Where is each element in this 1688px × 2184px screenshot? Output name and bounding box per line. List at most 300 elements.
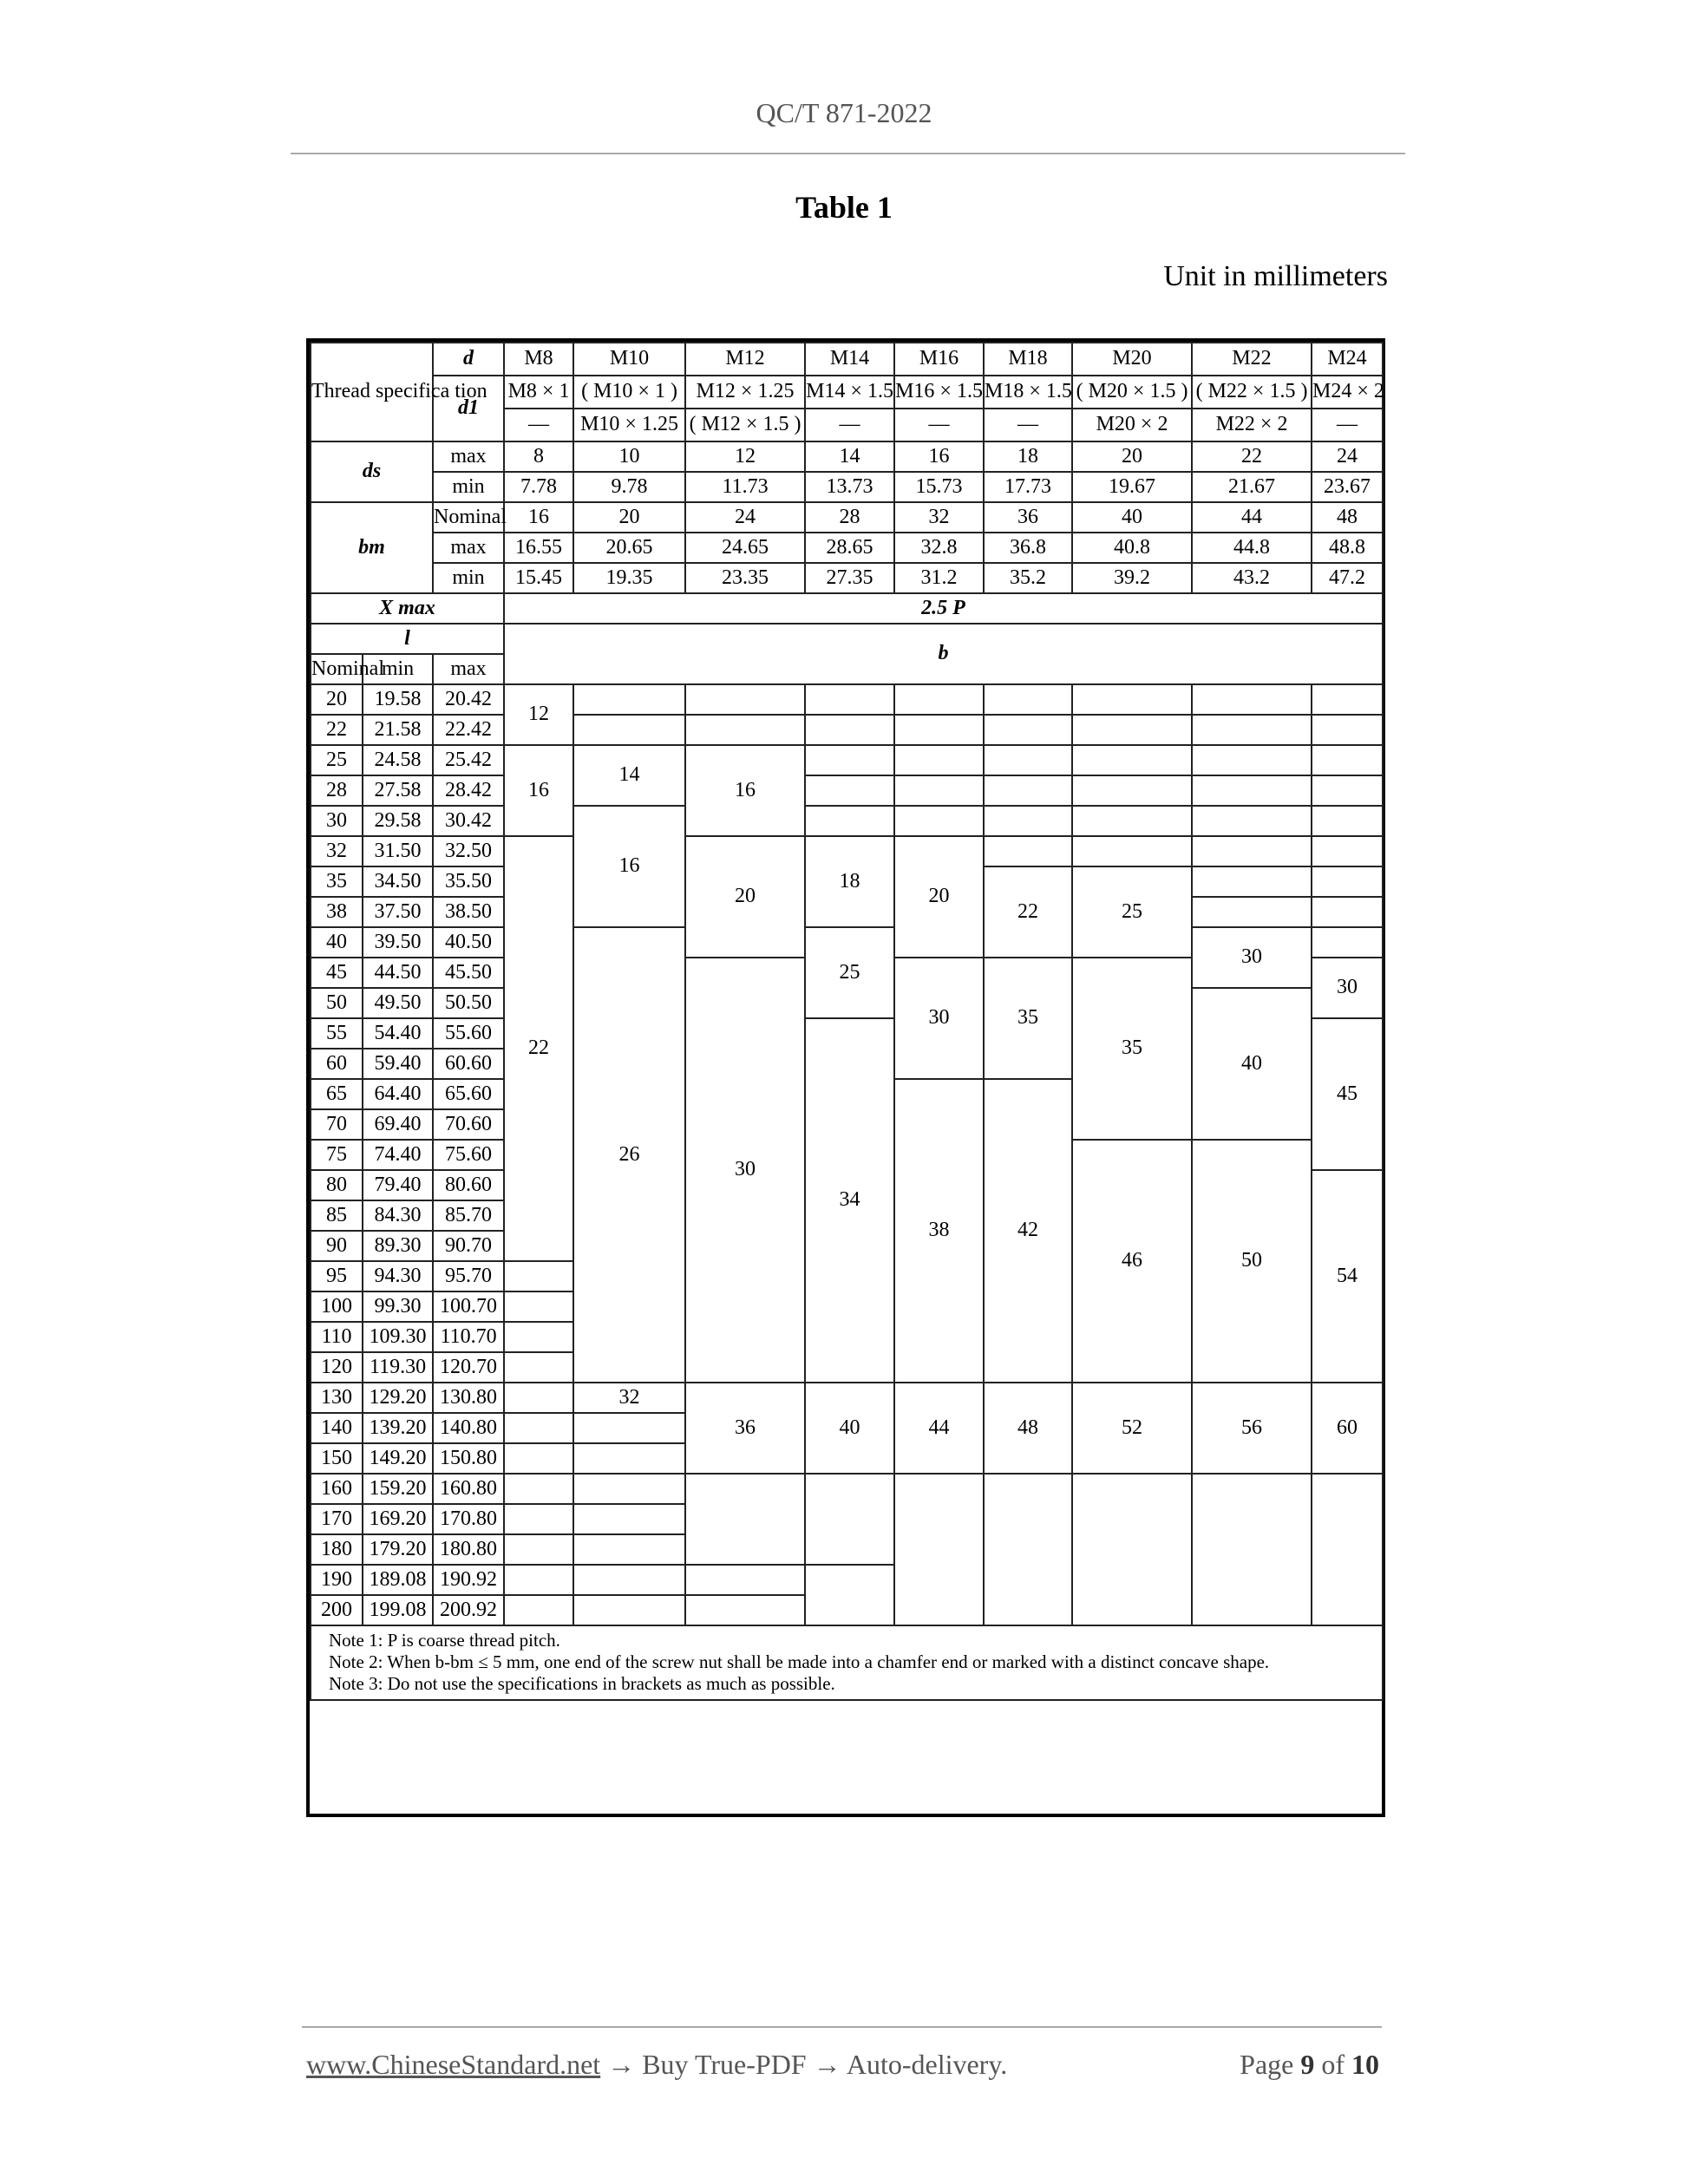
l-max-cell: 50.50 (433, 988, 504, 1018)
b-value-cell (805, 1474, 894, 1565)
b-value-cell (1072, 745, 1192, 775)
l-min-cell: 139.20 (363, 1413, 433, 1443)
l-max-cell: 85.70 (433, 1200, 504, 1231)
page-label: Page (1240, 2049, 1294, 2080)
b-value-cell: 36 (685, 1383, 805, 1474)
d1-cell: M18 × 1.5 (984, 376, 1072, 409)
d1-cell: — (1312, 409, 1383, 441)
l-max-cell: 95.70 (433, 1261, 504, 1291)
b-value-cell (685, 1565, 805, 1595)
l-min-cell: 37.50 (363, 897, 433, 927)
b-value-cell (1192, 836, 1312, 866)
l-max-cell: 55.60 (433, 1018, 504, 1049)
b-value-cell: 44 (894, 1383, 984, 1474)
l-max-label: max (433, 654, 504, 684)
b-value-cell (1072, 836, 1192, 866)
l-min-cell: 39.50 (363, 927, 433, 958)
l-nominal-cell: 90 (311, 1231, 363, 1261)
l-max-cell: 180.80 (433, 1534, 504, 1565)
b-value-cell (504, 1595, 573, 1625)
l-min-cell: 49.50 (363, 988, 433, 1018)
note-1: Note 1: P is coarse thread pitch. (329, 1630, 560, 1651)
b-value-cell (1312, 836, 1383, 866)
l-nominal-cell: 30 (311, 806, 363, 836)
b-value-cell (1312, 715, 1383, 745)
b-value-cell: 38 (894, 1079, 984, 1383)
l-min-cell: 199.08 (363, 1595, 433, 1625)
b-value-cell (1072, 1474, 1192, 1625)
size-cell: M20 (1072, 343, 1192, 376)
bm-min-cell: 27.35 (805, 563, 894, 593)
l-nominal-cell: 110 (311, 1322, 363, 1352)
b-value-cell (504, 1352, 573, 1383)
l-label: l (311, 624, 504, 654)
l-nominal-cell: 95 (311, 1261, 363, 1291)
ds-min-cell: 23.67 (1312, 472, 1383, 502)
l-max-cell: 28.42 (433, 775, 504, 806)
l-max-cell: 65.60 (433, 1079, 504, 1109)
b-value-cell (573, 1565, 685, 1595)
b-value-cell (573, 1595, 685, 1625)
b-value-cell (894, 684, 984, 715)
ds-max-cell: 14 (805, 441, 894, 472)
b-value-cell: 25 (805, 927, 894, 1018)
bm-min-cell: 43.2 (1192, 563, 1312, 593)
l-nominal-cell: 28 (311, 775, 363, 806)
b-value-cell (504, 1504, 573, 1534)
l-nominal-cell: 55 (311, 1018, 363, 1049)
b-value-cell (805, 775, 894, 806)
header-divider (291, 153, 1405, 154)
l-max-cell: 70.60 (433, 1109, 504, 1140)
b-value-cell: 60 (1312, 1383, 1383, 1474)
bm-nominal-cell: 48 (1312, 502, 1383, 533)
b-value-cell (1072, 684, 1192, 715)
ds-min-cell: 21.67 (1192, 472, 1312, 502)
l-row (311, 1474, 1383, 1504)
l-nominal-cell: 45 (311, 958, 363, 988)
d1-cell: ( M22 × 1.5 ) (1192, 376, 1312, 409)
b-value-cell (894, 715, 984, 745)
bm-min-cell: 23.35 (685, 563, 805, 593)
l-max-cell: 150.80 (433, 1443, 504, 1474)
b-value-cell (1192, 715, 1312, 745)
bm-max-cell: 36.8 (984, 533, 1072, 563)
ds-min-cell: 13.73 (805, 472, 894, 502)
b-value-cell: 46 (1072, 1140, 1192, 1383)
l-max-cell: 110.70 (433, 1322, 504, 1352)
l-nominal-cell: 25 (311, 745, 363, 775)
l-min-cell: 27.58 (363, 775, 433, 806)
ds-min-cell: 17.73 (984, 472, 1072, 502)
b-value-cell (984, 745, 1072, 775)
bm-nominal-cell: 20 (573, 502, 685, 533)
l-row (311, 927, 1383, 958)
l-min-cell: 19.58 (363, 684, 433, 715)
l-nominal-cell: 100 (311, 1291, 363, 1322)
l-min-cell: 31.50 (363, 836, 433, 866)
ds-min-cell: 9.78 (573, 472, 685, 502)
ds-min-cell: 11.73 (685, 472, 805, 502)
b-value-cell: 50 (1192, 1140, 1312, 1383)
l-max-cell: 190.92 (433, 1565, 504, 1595)
b-value-cell (805, 715, 894, 745)
ds-label: ds (311, 441, 433, 502)
b-value-cell (1312, 806, 1383, 836)
b-value-cell: 34 (805, 1018, 894, 1383)
b-value-cell (685, 684, 805, 715)
l-min-cell: 44.50 (363, 958, 433, 988)
size-cell: M10 (573, 343, 685, 376)
b-value-cell: 40 (1192, 988, 1312, 1140)
b-value-cell: 56 (1192, 1383, 1312, 1474)
l-min-cell: 84.30 (363, 1200, 433, 1231)
l-nominal-cell: 40 (311, 927, 363, 958)
d1-cell: ( M10 × 1 ) (573, 376, 685, 409)
l-max-cell: 200.92 (433, 1595, 504, 1625)
unit-note: Unit in millimeters (1163, 260, 1388, 292)
l-min-label: min (363, 654, 433, 684)
l-min-cell: 24.58 (363, 745, 433, 775)
l-row (311, 1383, 1383, 1413)
ds-max-cell: 16 (894, 441, 984, 472)
b-value-cell: 30 (1312, 958, 1383, 1018)
b-value-cell (573, 1534, 685, 1565)
l-min-cell: 34.50 (363, 866, 433, 897)
ds-max-cell: 10 (573, 441, 685, 472)
l-row (311, 684, 1383, 715)
b-value-cell (805, 745, 894, 775)
l-max-cell: 20.42 (433, 684, 504, 715)
b-value-cell (504, 1443, 573, 1474)
ds-max-cell: 20 (1072, 441, 1192, 472)
d1-cell: M20 × 2 (1072, 409, 1192, 441)
l-nominal-cell: 22 (311, 715, 363, 745)
l-min-cell: 99.30 (363, 1291, 433, 1322)
b-value-cell (1312, 775, 1383, 806)
b-value-cell: 30 (685, 958, 805, 1383)
d1-cell: M14 × 1.5 (805, 376, 894, 409)
ds-max-cell: 22 (1192, 441, 1312, 472)
size-cell: M24 (1312, 343, 1383, 376)
b-value-cell (984, 775, 1072, 806)
b-value-cell (894, 1474, 984, 1625)
bm-min-cell: 15.45 (504, 563, 573, 593)
l-nominal-cell: 65 (311, 1079, 363, 1109)
b-value-cell (504, 1534, 573, 1565)
d1-cell: M12 × 1.25 (685, 376, 805, 409)
b-value-cell: 25 (1072, 866, 1192, 958)
l-min-cell: 74.40 (363, 1140, 433, 1170)
size-cell: M14 (805, 343, 894, 376)
specification-table (306, 338, 1385, 1817)
footer-divider (302, 2026, 1382, 2028)
b-value-cell: 30 (894, 958, 984, 1079)
ds-max-cell: 8 (504, 441, 573, 472)
x-max-label: X max (311, 593, 504, 624)
l-nominal-cell: 150 (311, 1443, 363, 1474)
l-max-cell: 40.50 (433, 927, 504, 958)
b-value-cell (1072, 806, 1192, 836)
l-min-cell: 69.40 (363, 1109, 433, 1140)
ds-min-cell: 7.78 (504, 472, 573, 502)
x-max-value: 2.5 P (504, 593, 1383, 624)
b-value-cell (1192, 745, 1312, 775)
d1-cell: M24 × 2 (1312, 376, 1383, 409)
b-value-cell (504, 1474, 573, 1504)
min-label: min (433, 563, 504, 593)
b-value-cell: 18 (805, 836, 894, 927)
l-max-cell: 80.60 (433, 1170, 504, 1200)
b-value-cell (1312, 927, 1383, 958)
b-value-cell (504, 1322, 573, 1352)
d1-cell: — (504, 409, 573, 441)
page-indicator (1206, 2049, 1379, 2081)
size-cell: M22 (1192, 343, 1312, 376)
l-min-cell: 64.40 (363, 1079, 433, 1109)
l-max-cell: 25.42 (433, 745, 504, 775)
l-min-cell: 149.20 (363, 1443, 433, 1474)
b-value-cell (1312, 745, 1383, 775)
b-value-cell: 12 (504, 684, 573, 745)
d1-cell: M10 × 1.25 (573, 409, 685, 441)
l-nominal-cell: 160 (311, 1474, 363, 1504)
d1-cell: ( M12 × 1.5 ) (685, 409, 805, 441)
l-min-cell: 79.40 (363, 1170, 433, 1200)
bm-max-cell: 32.8 (894, 533, 984, 563)
l-nominal-cell: 180 (311, 1534, 363, 1565)
d1-label: d1 (433, 376, 504, 441)
bm-min-cell: 19.35 (573, 563, 685, 593)
b-value-cell: 52 (1072, 1383, 1192, 1474)
table-notes (311, 1625, 1383, 1700)
b-value-cell: 35 (984, 958, 1072, 1079)
l-min-cell: 89.30 (363, 1231, 433, 1261)
size-cell: M16 (894, 343, 984, 376)
bm-label: bm (311, 502, 433, 593)
b-value-cell: 16 (573, 806, 685, 927)
bm-min-cell: 39.2 (1072, 563, 1192, 593)
l-max-cell: 45.50 (433, 958, 504, 988)
bm-nominal-cell: 40 (1072, 502, 1192, 533)
footer-promo-text: → Buy True-PDF → Auto-delivery. (600, 2049, 1008, 2080)
b-value-cell: 22 (504, 836, 573, 1261)
l-nominal-cell: 80 (311, 1170, 363, 1200)
b-value-cell: 16 (504, 745, 573, 836)
l-max-cell: 38.50 (433, 897, 504, 927)
l-nominal-cell: 85 (311, 1200, 363, 1231)
b-value-cell (573, 1504, 685, 1534)
max-label: max (433, 533, 504, 563)
b-value-cell (805, 684, 894, 715)
l-nominal-cell: 20 (311, 684, 363, 715)
ds-min-cell: 15.73 (894, 472, 984, 502)
l-nominal-cell: 75 (311, 1140, 363, 1170)
d1-cell: M16 × 1.5 (894, 376, 984, 409)
l-min-cell: 59.40 (363, 1049, 433, 1079)
bm-nominal-cell: 24 (685, 502, 805, 533)
b-value-cell (573, 684, 685, 715)
l-max-cell: 30.42 (433, 806, 504, 836)
b-value-cell (894, 745, 984, 775)
d-label: d (433, 343, 504, 376)
b-value-cell (984, 836, 1072, 866)
l-max-cell: 75.60 (433, 1140, 504, 1170)
b-value-cell (805, 806, 894, 836)
nominal-label: Nominal (433, 502, 504, 533)
l-nominal-cell: 35 (311, 866, 363, 897)
bm-nominal-cell: 16 (504, 502, 573, 533)
b-value-cell (1192, 897, 1312, 927)
l-max-cell: 170.80 (433, 1504, 504, 1534)
d1-cell: ( M20 × 1.5 ) (1072, 376, 1192, 409)
l-nominal-cell: 32 (311, 836, 363, 866)
l-max-cell: 130.80 (433, 1383, 504, 1413)
l-min-cell: 169.20 (363, 1504, 433, 1534)
l-row (311, 715, 1383, 745)
size-cell: M8 (504, 343, 573, 376)
l-min-cell: 189.08 (363, 1565, 433, 1595)
ds-max-cell: 18 (984, 441, 1072, 472)
b-value-cell (1072, 715, 1192, 745)
b-value-cell (1192, 806, 1312, 836)
d1-cell: — (894, 409, 984, 441)
b-value-cell: 45 (1312, 1018, 1383, 1170)
l-nominal-label: Nominal (311, 654, 363, 684)
ds-max-cell: 24 (1312, 441, 1383, 472)
footer-promo (306, 2049, 1007, 2081)
bm-nominal-cell: 32 (894, 502, 984, 533)
bm-nominal-cell: 36 (984, 502, 1072, 533)
l-min-cell: 179.20 (363, 1534, 433, 1565)
b-value-cell (984, 1474, 1072, 1625)
l-nominal-cell: 170 (311, 1504, 363, 1534)
bm-max-cell: 20.65 (573, 533, 685, 563)
b-value-cell (984, 684, 1072, 715)
l-min-cell: 119.30 (363, 1352, 433, 1383)
b-value-cell (984, 715, 1072, 745)
l-max-cell: 32.50 (433, 836, 504, 866)
min-label: min (433, 472, 504, 502)
l-nominal-cell: 140 (311, 1413, 363, 1443)
thread-spec-label: Thread specifica tion (311, 343, 433, 441)
b-value-cell (504, 1291, 573, 1322)
b-value-cell: 40 (805, 1383, 894, 1474)
bm-max-cell: 16.55 (504, 533, 573, 563)
b-value-cell (1192, 775, 1312, 806)
l-min-cell: 21.58 (363, 715, 433, 745)
b-label: b (504, 624, 1383, 684)
b-value-cell (685, 1474, 805, 1565)
bm-min-cell: 31.2 (894, 563, 984, 593)
b-value-cell (805, 1565, 894, 1625)
b-value-cell (894, 806, 984, 836)
b-value-cell: 32 (573, 1383, 685, 1413)
b-value-cell: 42 (984, 1079, 1072, 1383)
bm-min-cell: 35.2 (984, 563, 1072, 593)
l-max-cell: 120.70 (433, 1352, 504, 1383)
b-value-cell (685, 1595, 805, 1625)
l-max-cell: 60.60 (433, 1049, 504, 1079)
b-value-cell (1192, 684, 1312, 715)
l-max-cell: 140.80 (433, 1413, 504, 1443)
bm-nominal-cell: 28 (805, 502, 894, 533)
b-value-cell (1192, 1474, 1312, 1625)
website-link[interactable]: www.ChineseStandard.net (306, 2049, 601, 2080)
l-nominal-cell: 130 (311, 1383, 363, 1413)
d1-cell: M22 × 2 (1192, 409, 1312, 441)
l-min-cell: 94.30 (363, 1261, 433, 1291)
size-cell: M12 (685, 343, 805, 376)
l-max-cell: 22.42 (433, 715, 504, 745)
l-max-cell: 35.50 (433, 866, 504, 897)
note-2: Note 2: When b-bm ≤ 5 mm, one end of the screw nut shall be made into a chamfer end or marked with a distinct concave shape. (329, 1651, 1270, 1673)
l-nominal-cell: 70 (311, 1109, 363, 1140)
bm-max-cell: 24.65 (685, 533, 805, 563)
l-min-cell: 129.20 (363, 1383, 433, 1413)
b-value-cell (504, 1565, 573, 1595)
bm-max-cell: 48.8 (1312, 533, 1383, 563)
l-row (311, 775, 1383, 806)
page-total: 10 (1351, 2049, 1379, 2080)
page-number: 9 (1300, 2049, 1315, 2080)
l-row (311, 806, 1383, 836)
b-value-cell (504, 1261, 573, 1291)
b-value-cell: 16 (685, 745, 805, 836)
d1-cell: — (805, 409, 894, 441)
l-min-cell: 159.20 (363, 1474, 433, 1504)
b-value-cell (573, 1413, 685, 1443)
l-nominal-cell: 120 (311, 1352, 363, 1383)
bm-max-cell: 44.8 (1192, 533, 1312, 563)
l-nominal-cell: 50 (311, 988, 363, 1018)
b-value-cell: 54 (1312, 1170, 1383, 1383)
l-nominal-cell: 38 (311, 897, 363, 927)
bm-nominal-cell: 44 (1192, 502, 1312, 533)
b-value-cell (685, 715, 805, 745)
b-value-cell: 30 (1192, 927, 1312, 988)
b-value-cell: 20 (685, 836, 805, 958)
b-value-cell (504, 1383, 573, 1413)
b-value-cell (573, 1474, 685, 1504)
b-value-cell (1312, 1474, 1383, 1625)
b-value-cell: 22 (984, 866, 1072, 958)
max-label: max (433, 441, 504, 472)
ds-max-cell: 12 (685, 441, 805, 472)
of-label: of (1321, 2049, 1345, 2080)
b-value-cell (573, 715, 685, 745)
l-min-cell: 109.30 (363, 1322, 433, 1352)
b-value-cell: 26 (573, 927, 685, 1383)
b-value-cell (1192, 866, 1312, 897)
bm-min-cell: 47.2 (1312, 563, 1383, 593)
l-nominal-cell: 200 (311, 1595, 363, 1625)
b-value-cell (1072, 775, 1192, 806)
b-value-cell: 35 (1072, 958, 1192, 1140)
bm-max-cell: 40.8 (1072, 533, 1192, 563)
d1-cell: — (984, 409, 1072, 441)
note-3: Note 3: Do not use the specifications in brackets as much as possible. (329, 1673, 835, 1695)
b-value-cell: 20 (894, 836, 984, 958)
table-title: Table 1 (795, 190, 893, 225)
l-max-cell: 160.80 (433, 1474, 504, 1504)
l-max-cell: 90.70 (433, 1231, 504, 1261)
b-value-cell (1312, 897, 1383, 927)
bm-max-cell: 28.65 (805, 533, 894, 563)
b-value-cell (1312, 866, 1383, 897)
ds-min-cell: 19.67 (1072, 472, 1192, 502)
b-value-cell: 48 (984, 1383, 1072, 1474)
